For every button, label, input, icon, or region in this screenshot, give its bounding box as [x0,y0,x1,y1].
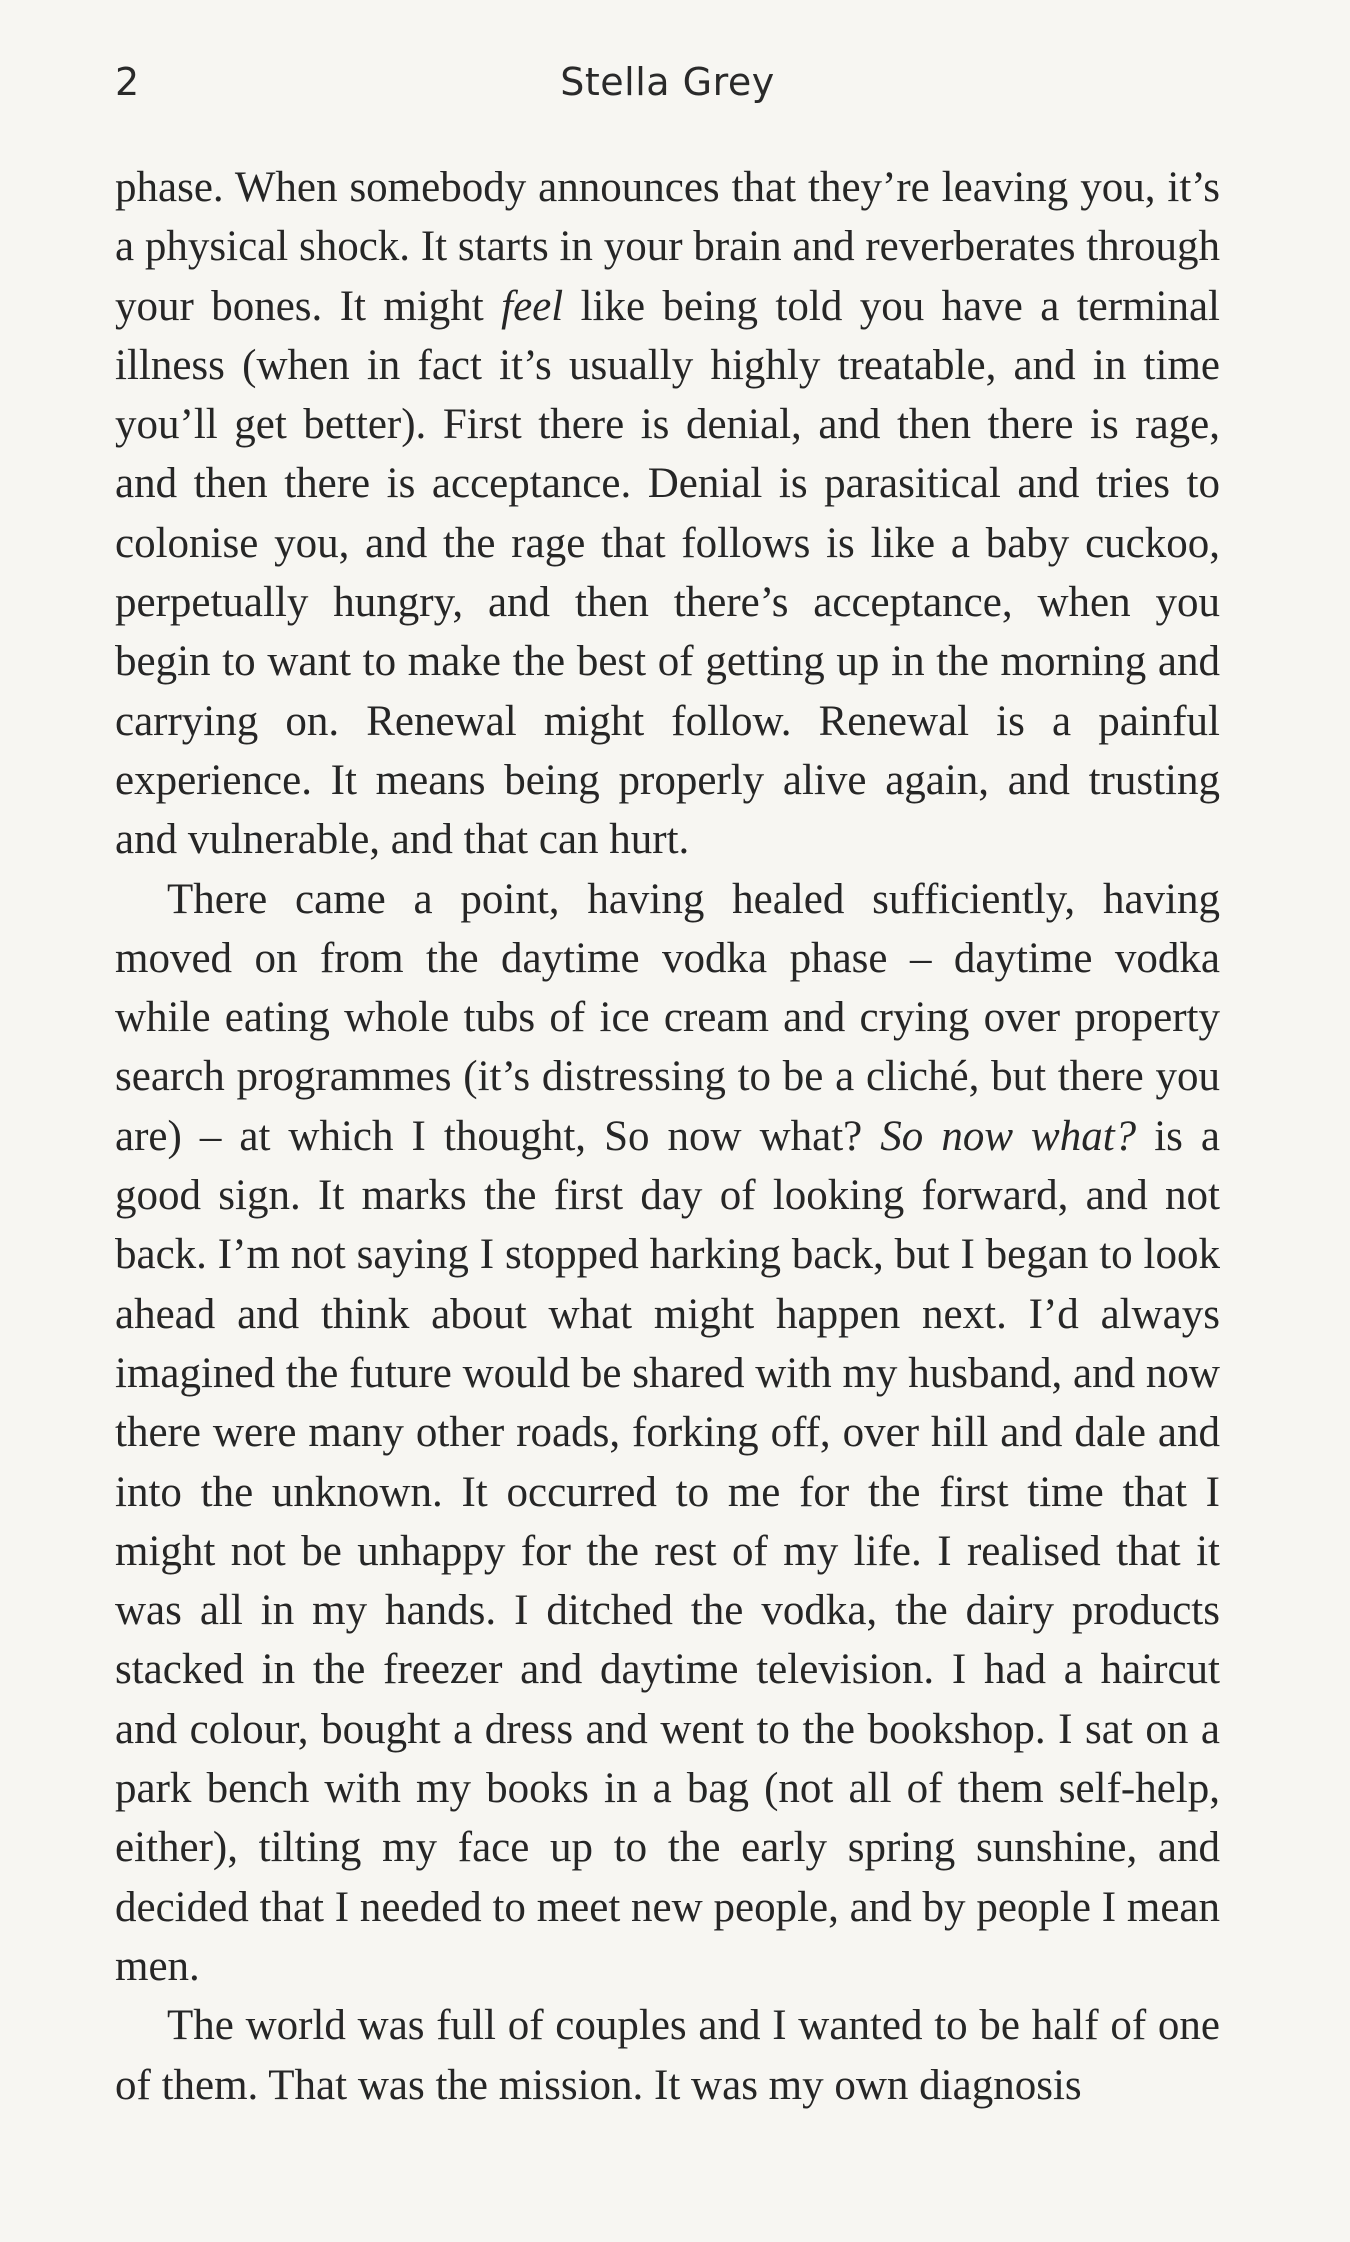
running-head-author: Stella Grey [560,60,775,104]
paragraph-3 [115,1996,1220,2115]
text-run: phase. When somebody announces that they’re leaving you, it’s a physical shock. It starts in your brain and reverberates through your bones. It might [115,164,1220,330]
text-run: is a good sign. It marks the first day of looking forward, and not back. I’m not saying I stopped harking back, but I began to look ahead and think about what might happen next. I’d always imagined the future would be shared with my husband, and now there were many other roads, forking off, over hill and dale and into the unknown. It occurred to me for the first time that I might not be unhappy for the rest of my life. I realised that it was all in my hands. I ditched the vodka, the dairy products stacked in the freezer and daytime television. I had a haircut and colour, bought a dress and went to the bookshop. I sat on a park bench with my books in a bag (not all of them self-help, either), tilting my face up to the early spring sunshine, and decided that I needed to meet new people, and by people I mean men. [115,1112,1220,1990]
paragraph-2 [115,870,1220,1997]
text-run: like being told you have a terminal illness (when in fact it’s usually highly treatable, and in time you’ll get better). First there is denial, and then there is rage, and then there is acceptance. Denial is parasitical and tries to colonise you, and the rage that follows is like a baby cuckoo, perpetually hungry, and then there’s acceptance, when you begin to want to make the best of getting up in the morning and carrying on. Renewal might follow. Renewal is a painful experience. It means being properly alive again, and trusting and vulnerable, and that can hurt. [115,282,1220,864]
text-run: There came a point, having healed sufficiently, having moved on from the daytime vodka phase – daytime vodka while eating whole tubs of ice cream and crying over property search programmes (it’s distressing to be a cliché, but there you are) – at which I thought, So now what? [115,875,1220,1160]
paragraph-1 [115,158,1220,870]
page-number: 2 [115,60,140,104]
italic-text-run: So now what? [880,1112,1137,1160]
body-text [115,158,1220,2115]
text-run: The world was full of couples and I wanted to be half of one of them. That was the mission. It was my own diagnosis [115,2002,1220,2109]
italic-text-run: feel [501,282,564,330]
running-head [115,52,1220,112]
